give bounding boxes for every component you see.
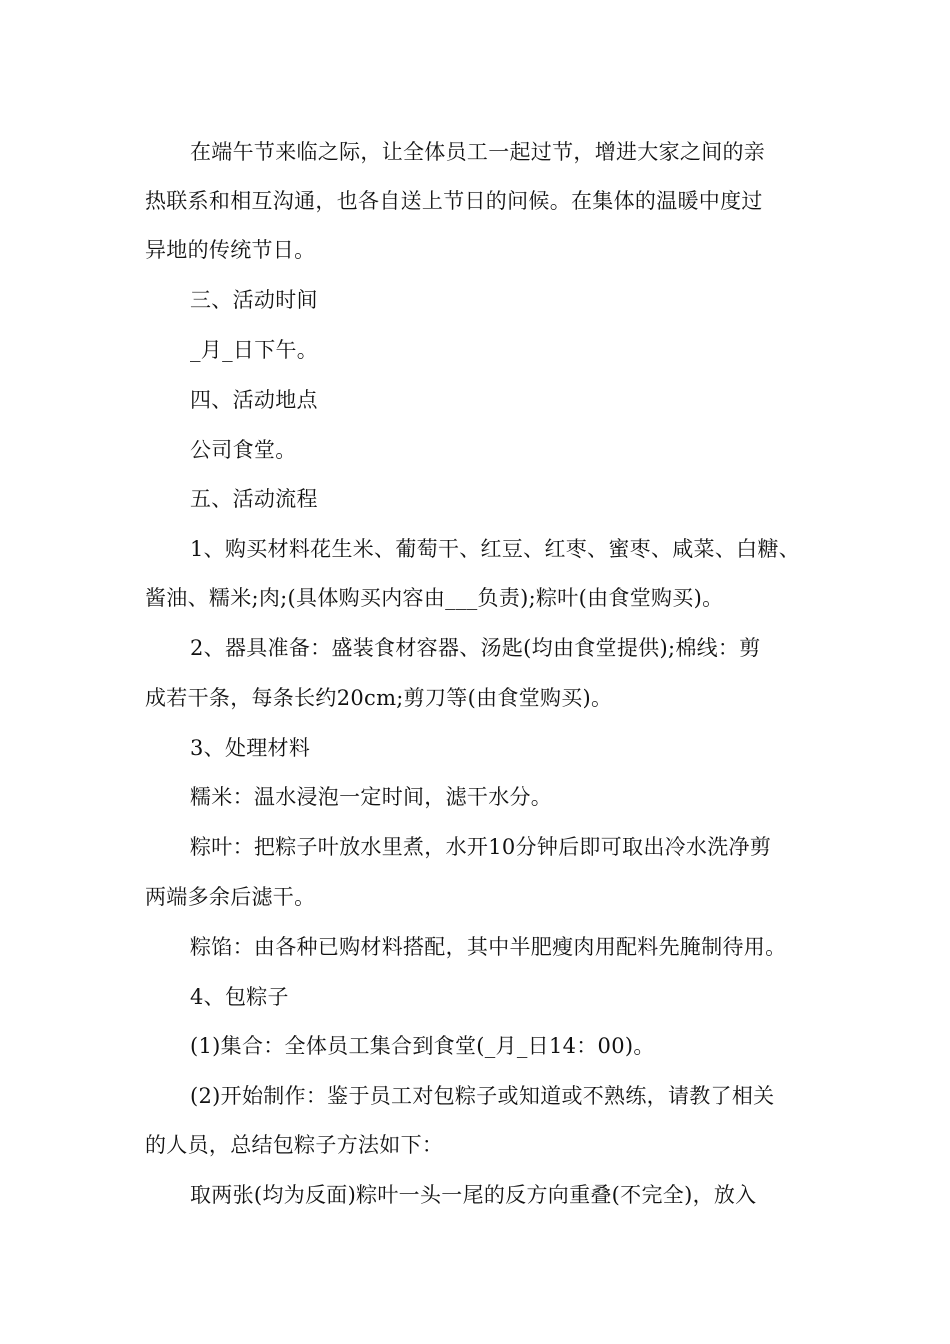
paragraph-line: 公司食堂。 — [190, 438, 297, 462]
paragraph-line: 粽叶：把粽子叶放水里煮，水开10分钟后即可取出冷水洗净剪 — [190, 835, 772, 859]
paragraph-line: 1、购买材料花生米、葡萄干、红豆、红枣、蜜枣、咸菜、白糖、 — [190, 537, 801, 561]
paragraph-line: 2、器具准备：盛装食材容器、汤匙(均由食堂提供);棉线：剪 — [190, 636, 761, 660]
subsection-heading: 3、处理材料 — [190, 736, 311, 760]
paragraph-line: 热联系和相互沟通，也各自送上节日的问候。在集体的温暖中度过 — [145, 189, 763, 213]
paragraph-line: 酱油、糯米;肉;(具体购买内容由___负责);粽叶(由食堂购买)。 — [145, 586, 724, 610]
paragraph-line: 异地的传统节日。 — [145, 238, 316, 262]
paragraph-line: 的人员，总结包粽子方法如下： — [145, 1133, 444, 1157]
paragraph-line: 糯米：温水浸泡一定时间，滤干水分。 — [190, 785, 553, 809]
paragraph-line: 成若干条，每条长约20cm;剪刀等(由食堂购买)。 — [145, 686, 613, 710]
paragraph-line: 两端多余后滤干。 — [145, 885, 316, 909]
section-heading-process: 五、活动流程 — [190, 487, 318, 511]
paragraph-line: 粽馅：由各种已购材料搭配，其中半肥瘦肉用配料先腌制待用。 — [190, 935, 787, 959]
section-heading-location: 四、活动地点 — [190, 388, 318, 412]
subsection-heading: 4、包粽子 — [190, 985, 289, 1009]
section-heading-time: 三、活动时间 — [190, 288, 318, 312]
paragraph-line: (2)开始制作：鉴于员工对包粽子或知道或不熟练，请教了相关 — [190, 1084, 775, 1108]
paragraph-line: 在端午节来临之际，让全体员工一起过节，增进大家之间的亲 — [190, 140, 766, 164]
paragraph-line: 取两张(均为反面)粽叶一头一尾的反方向重叠(不完全)，放入 — [190, 1183, 757, 1207]
paragraph-line: (1)集合：全体员工集合到食堂(_月_日14：00)。 — [190, 1034, 655, 1058]
paragraph-line: _月_日下午。 — [190, 338, 319, 362]
